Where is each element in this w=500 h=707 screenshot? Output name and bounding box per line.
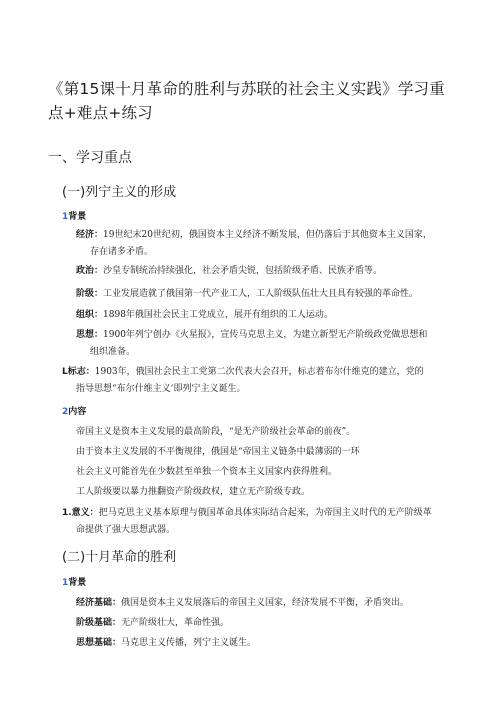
bg-economic-basis-label: 经济基础： [76,598,122,608]
bg-class [76,288,418,301]
sign-paragraph [62,366,424,379]
meaning-text: 把马克思主义基本原理与俄国革命具体实际结合起来，为帝国主义时代的无产阶级革 [98,508,432,518]
section-heading-key-points: 一、学习重点 [48,150,132,166]
bg-organization-label: 组织： [76,310,104,320]
meaning-paragraph-cont: 命提供了强大思想武器。 [76,525,176,535]
item-content-2 [62,404,86,417]
bg-class-label: 阶级： [76,289,104,299]
bg-organization [76,309,333,322]
content-line: 帝国主义是资本主义发展的最高阶段，“是无产阶级社会革命的前夜”。 [76,427,356,437]
bg-politics-label: 政治： [76,266,104,276]
bg-class-basis-label: 阶级基础： [76,618,122,628]
subsection-heading-leninism: (一)列宁主义的形成 [62,185,177,200]
sign-label: L标志： [62,367,95,377]
bg-politics-text: 沙皇专制统治持续强化，社会矛盾尖锐，包括阶级矛盾、民族矛盾等。 [103,266,383,276]
bg-ideological-basis-label: 思想基础： [76,638,122,648]
item-background-1 [62,575,86,588]
bg-economy-text: 19世纪末20世纪初，俄国资本主义经济不断发展，但仍落后于其他资本主义国家， [103,230,432,240]
item-number: 1 [62,578,69,588]
bg-ideological-basis-text: 马克思主义传播，列宁主义诞生。 [121,638,257,648]
meaning-paragraph [62,507,432,520]
bg-economic-basis-text: 俄国是资本主义发展落后的帝国主义国家，经济发展不平衡，矛盾突出。 [121,598,410,608]
bg-economy-cont: 存在诸多矛盾。 [90,247,154,257]
document-title-line1: 《第15课十月革命的胜利与苏联的社会主义实践》学习重 [48,80,445,98]
bg-ideological-basis [76,637,256,650]
bg-economy [76,229,432,242]
content-line: 社会主义可能首先在少数甚至单独一个资本主义国家内获得胜利。 [76,467,338,477]
bg-ideology-cont: 组织准备。 [90,347,136,357]
sign-paragraph-cont: 指导思想“布尔什维主义‘即列宁主义诞生。 [76,384,246,394]
bg-organization-text: 1898年俄国社会民主工党成立，展开有组织的工人运动。 [103,310,333,320]
content-line: 工人阶级要以暴力推翻资产阶级政权，建立无产阶级专政。 [76,487,311,497]
meaning-label: 1.意义： [62,508,99,518]
subsection-heading-october-revolution: (二)十月革命的胜利 [62,550,177,565]
sign-text: 1903年，俄国社会民主工党第二次代表大会召开，标志着布尔什维克的建立，党的 [94,367,424,377]
item-label: 内容 [68,407,87,417]
document-title-line2: 点+难点+练习 [48,104,153,122]
bg-class-basis-text: 无产阶级壮大，革命性强。 [121,618,230,628]
bg-economic-basis [76,597,409,610]
item-number: 2 [62,407,69,417]
content-line: 由于资本主义发展的不平衡规律，俄国是“帝国主义链条中最薄弱的一环 [76,447,360,457]
bg-ideology [76,329,427,342]
bg-class-text: 工业发展造就了俄国第一代产业工人，工人阶级队伍壮大且具有较强的革命性。 [103,289,419,299]
item-label: 背景 [68,578,87,588]
bg-politics [76,265,382,278]
bg-ideology-label: 思想： [76,330,104,340]
item-background-1 [62,209,86,222]
item-label: 背景 [68,212,87,222]
bg-economy-label: 经济： [76,230,104,240]
item-number: 1 [62,212,69,222]
bg-class-basis [76,617,229,630]
bg-ideology-text: 1900年列宁创办《火星报》，宣传马克思主义，为建立新型无产阶级政党做思想和 [103,330,428,340]
